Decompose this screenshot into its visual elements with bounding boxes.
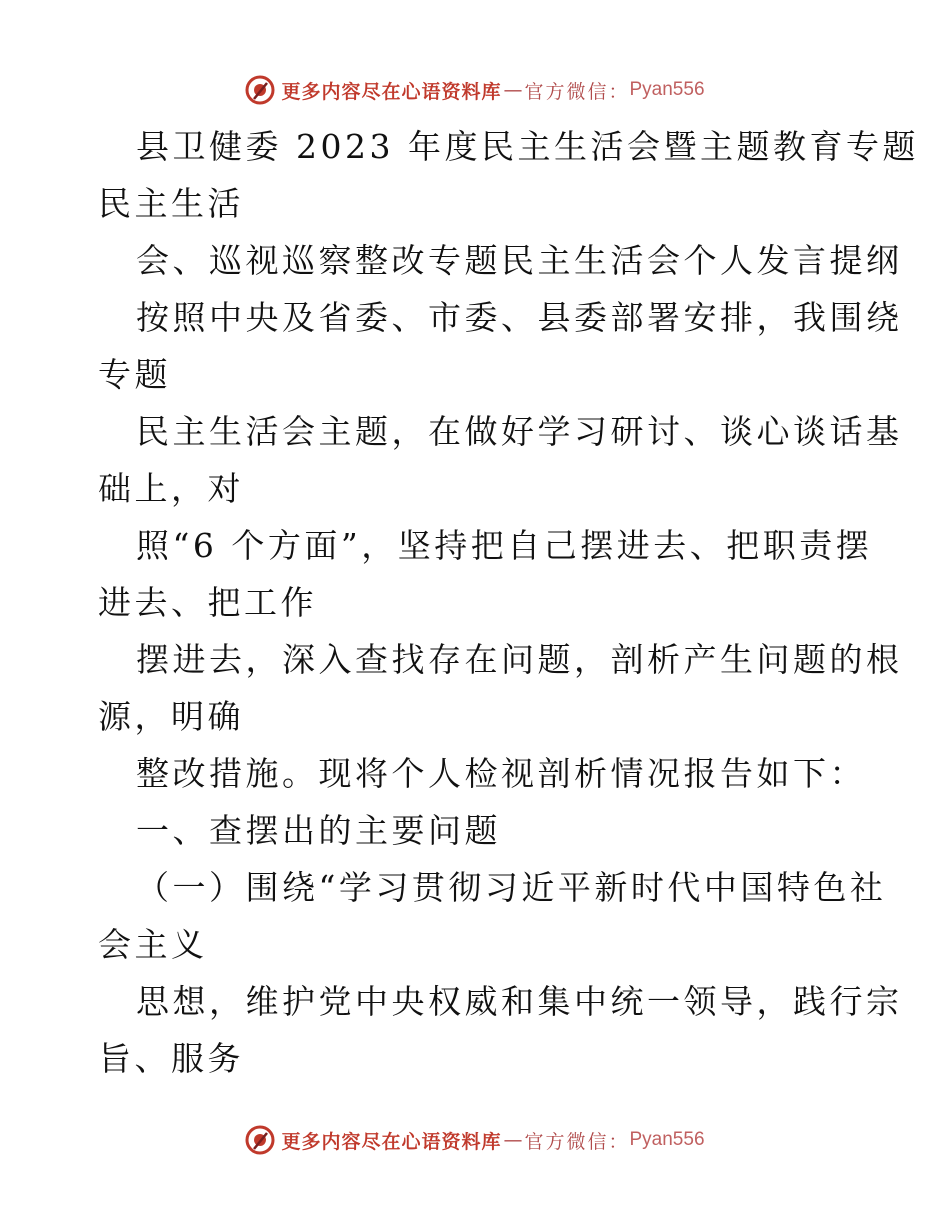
document-line: 进去、把工作 — [98, 583, 317, 622]
document-line: 会主义 — [98, 925, 208, 964]
header-watermark — [0, 70, 950, 110]
document-line: 摆进去，深入查找存在问题，剖析产生问题的根 — [136, 640, 903, 679]
document-line: 源，明确 — [98, 697, 244, 736]
document-line: 照“6 个方面”，坚持把自己摆进去、把职责摆 — [136, 526, 873, 565]
watermark-brand-text: 更多内容尽在心语资料库 — [281, 1130, 502, 1153]
watermark-dash: — — [503, 1129, 523, 1151]
watermark-official-label: 官方微信： — [524, 1130, 630, 1153]
document-line: 民主生活会主题，在做好学习研讨、谈心谈话基 — [136, 412, 903, 451]
document-line: 旨、服务 — [98, 1039, 244, 1078]
watermark-wechat-id: Pyan556 — [629, 1129, 705, 1150]
document-line: 民主生活 — [98, 184, 244, 223]
document-line: 按照中央及省委、市委、县委部署安排，我围绕 — [136, 298, 903, 337]
footer-watermark — [0, 1120, 950, 1160]
watermark-dash: — — [503, 79, 523, 101]
document-line: 础上，对 — [98, 469, 244, 508]
document-line: 整改措施。现将个人检视剖析情况报告如下： — [136, 754, 866, 793]
section-heading: 一、查摆出的主要问题 — [136, 811, 501, 850]
document-line: 县卫健委 2023 年度民主生活会暨主题教育专题 — [136, 127, 919, 166]
watermark-brand-text: 更多内容尽在心语资料库 — [281, 80, 502, 103]
document-body — [98, 118, 919, 1087]
document-line: 会、巡视巡察整改专题民主生活会个人发言提纲 — [136, 241, 903, 280]
brand-logo-icon — [245, 1125, 275, 1155]
document-line: 专题 — [98, 355, 171, 394]
watermark-official-label: 官方微信： — [524, 80, 630, 103]
document-line: （一）围绕“学习贯彻习近平新时代中国特色社 — [136, 868, 887, 907]
document-line: 思想，维护党中央权威和集中统一领导，践行宗 — [136, 982, 903, 1021]
watermark-wechat-id: Pyan556 — [629, 79, 705, 100]
brand-logo-icon — [245, 75, 275, 105]
